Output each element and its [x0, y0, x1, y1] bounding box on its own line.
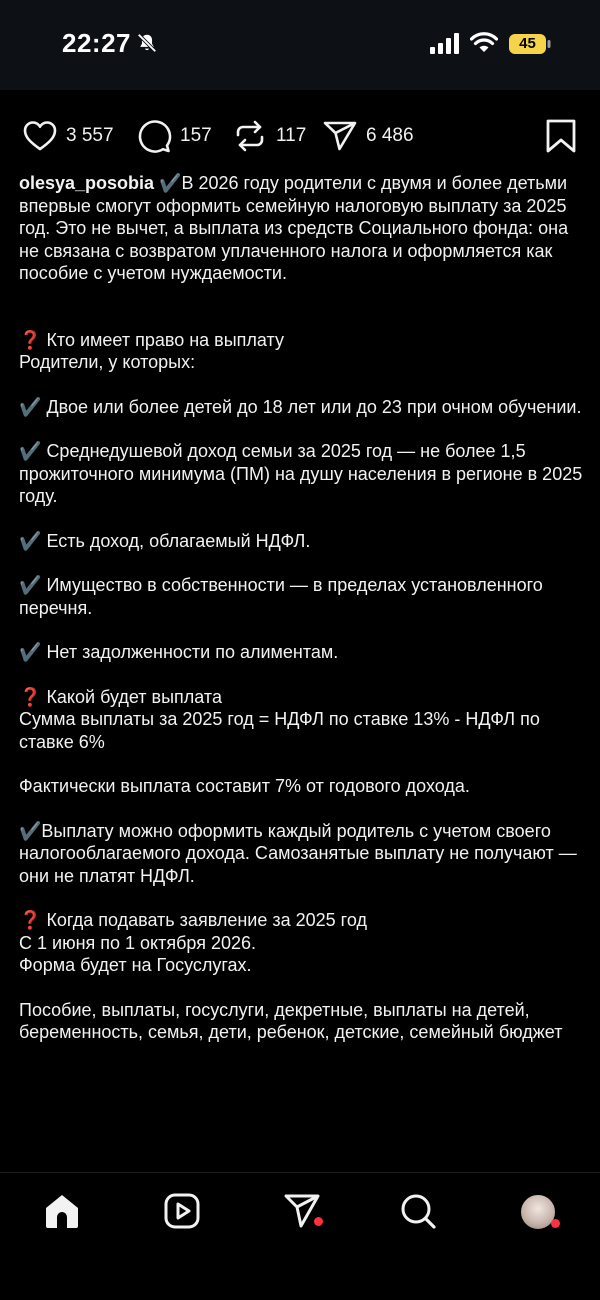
bell-muted-icon — [136, 32, 158, 54]
question-amount: ❓ Какой будет выплата — [19, 686, 222, 707]
check-icon: ✔️ — [19, 441, 42, 461]
comment-bubble-icon — [136, 118, 172, 154]
caption-intro — [19, 172, 585, 285]
bookmark-icon[interactable] — [544, 118, 578, 154]
condition-item: ✔️ Нет задолженности по алиментам. — [19, 642, 339, 662]
question-icon: ❓ — [19, 686, 42, 707]
check-icon: ✔️ — [159, 173, 182, 193]
post-actions — [0, 108, 600, 164]
wifi-icon — [470, 32, 498, 54]
separator — [0, 90, 600, 100]
heart-icon — [22, 118, 58, 154]
clock: 22:27 — [62, 28, 131, 58]
repost-button[interactable] — [232, 118, 306, 154]
cellular-signal-icon — [430, 33, 460, 55]
question-who: ❓ Кто имеет право на выплату — [19, 329, 284, 350]
when-dates: С 1 июня по 1 октября 2026. — [19, 932, 257, 953]
condition-item: ✔️ Имущество в собственности — в пределах установленного перечня. — [19, 575, 543, 618]
like-count: 3 557 — [66, 125, 114, 146]
actual-amount: Фактически выплата составит 7% от годового дохода. — [19, 776, 470, 796]
condition-item: ✔️ Среднедушевой доход семьи за 2025 год — не более 1,5 прожиточного минимума (ПМ) на душу населения в регионе в 2025 году. — [19, 441, 583, 506]
search-icon — [398, 1191, 438, 1231]
question-when: ❓ Когда подавать заявление за 2025 год — [19, 910, 367, 930]
battery-level: 45 — [519, 35, 536, 52]
intro-text: В 2026 году родители с двумя и более детьми впервые смогут оформить семейную налоговую выплату за 2025 год. Это не вычет, а выплата из средств Социального фонда: она не связана с возвратом уплаченного налога и оформляется как пособие с учетом нуждаемости. — [19, 173, 569, 283]
check-icon: ✔️ — [19, 642, 42, 662]
condition-item: ✔️ Двое или более детей до 18 лет или до 23 при очном обучении. — [19, 396, 582, 417]
like-button[interactable] — [22, 118, 114, 154]
who-subtitle: Родители, у которых: — [19, 352, 196, 372]
nav-home[interactable] — [42, 1191, 82, 1231]
share-button[interactable] — [322, 118, 414, 154]
username-link[interactable]: olesya_posobia — [19, 173, 155, 193]
notification-dot — [314, 1217, 323, 1226]
battery-icon — [509, 33, 551, 55]
nav-search[interactable] — [398, 1191, 438, 1231]
amount-formula: Сумма выплаты за 2025 год = НДФЛ по ставке 13% - НДФЛ по ставке 6% — [19, 709, 540, 752]
bottom-navigation — [0, 1172, 600, 1300]
comment-count: 157 — [180, 125, 212, 146]
paper-plane-icon — [322, 118, 358, 154]
post-caption — [19, 172, 585, 1044]
question-icon: ❓ — [19, 910, 42, 930]
when-form: Форма будет на Госуслугах. — [19, 955, 252, 975]
each-parent-note: ✔️Выплату можно оформить каждый родитель с учетом своего налогооблагаемого дохода. Самозанятые выплату не получают — они не платят НДФЛ. — [19, 820, 577, 886]
check-icon: ✔️ — [19, 575, 42, 595]
share-count: 6 486 — [366, 125, 414, 146]
home-icon — [42, 1191, 82, 1231]
check-icon: ✔️ — [19, 530, 42, 551]
check-icon: ✔️ — [19, 820, 42, 841]
condition-item: ✔️ Есть доход, облагаемый НДФЛ. — [19, 530, 311, 551]
repost-icon — [232, 118, 268, 154]
status-bar — [0, 0, 600, 90]
notification-dot — [551, 1219, 560, 1228]
reels-icon — [162, 1191, 202, 1231]
nav-reels[interactable] — [162, 1191, 202, 1231]
repost-count: 117 — [276, 125, 307, 146]
check-icon: ✔️ — [19, 396, 42, 417]
hashtags: Пособие, выплаты, госуслуги, декретные, выплаты на детей, беременность, семья, дети, ребенок, детские, семейный бюджет — [19, 999, 563, 1042]
question-icon: ❓ — [19, 329, 42, 350]
comment-button[interactable] — [136, 118, 212, 154]
